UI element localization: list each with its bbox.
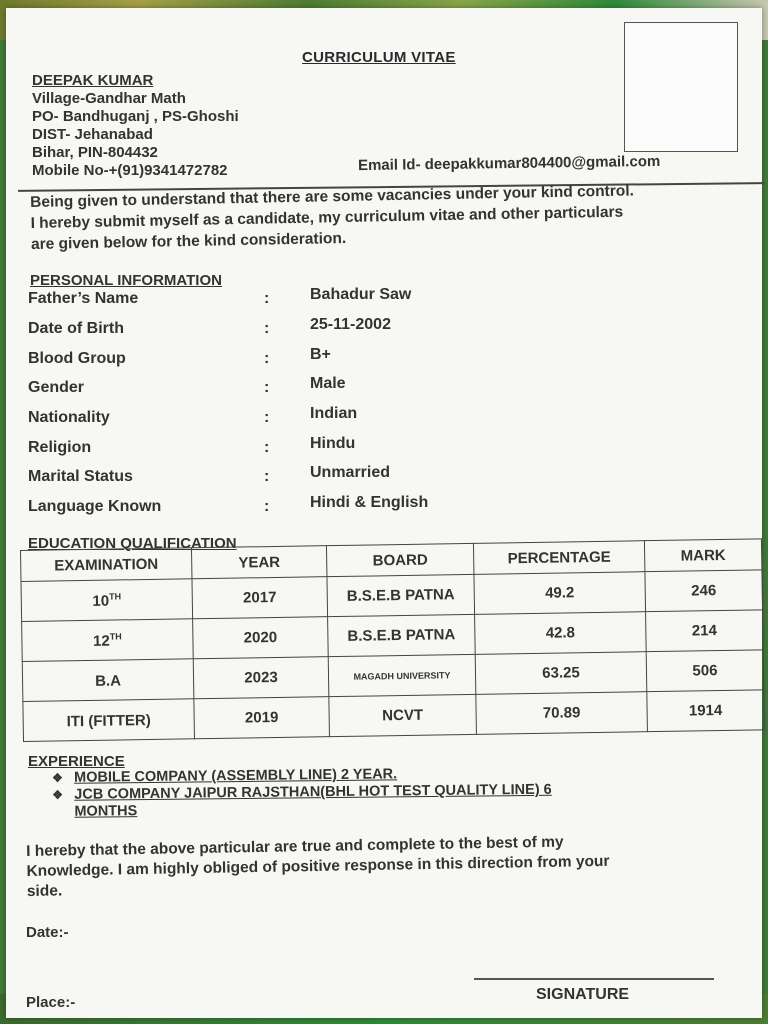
experience-text: JCB COMPANY JAIPUR RAJSTHAN(BHL HOT TEST QUALITY LINE) 6 [74, 781, 552, 803]
field-value: Unmarried [310, 464, 391, 481]
declaration-line: Knowledge. I am highly obliged of positive response in this direction from your [26, 852, 610, 880]
bullet-icon: ❖ [52, 770, 63, 785]
field-label: Language Known [28, 498, 162, 515]
personal-row [28, 286, 528, 314]
cv-paper [6, 8, 762, 1018]
field-value: Indian [310, 405, 358, 422]
address-line: PO- Bandhuganj , PS-Ghoshi [32, 108, 239, 125]
signature-label: SIGNATURE [536, 986, 630, 1003]
year-cell: 2020 [193, 617, 329, 659]
candidate-name: DEEPAK KUMAR [32, 72, 154, 89]
personal-row [28, 435, 528, 463]
percentage-cell: 42.8 [475, 612, 647, 655]
experience-text: MOBILE COMPANY (ASSEMBLY LINE) 2 YEAR. [73, 766, 398, 786]
declaration-paragraph [26, 832, 610, 902]
exam-cell: 10TH [21, 579, 193, 622]
field-value: Hindu [310, 435, 356, 452]
field-value: Male [310, 375, 346, 392]
percentage-cell: 70.89 [476, 692, 648, 735]
separator: : [264, 320, 270, 337]
education-heading: EDUCATION QUALIFICATION [28, 535, 237, 552]
field-label: Nationality [28, 409, 110, 426]
separator: : [264, 498, 270, 515]
field-value: Hindi & English [310, 494, 429, 511]
experience-heading: EXPERIENCE [28, 753, 125, 770]
address-line: Bihar, PIN-804432 [32, 144, 158, 161]
address-line: Village-Gandhar Math [32, 90, 186, 107]
mark-cell: 246 [645, 570, 763, 612]
mark-cell: 214 [646, 610, 764, 652]
personal-row [28, 346, 528, 374]
separator: : [264, 379, 270, 396]
board-cell: MAGADH UNIVERSITY [328, 654, 476, 696]
personal-row [28, 316, 528, 344]
percentage-cell: 49.2 [474, 572, 646, 615]
board-cell: B.S.E.B PATNA [327, 574, 475, 616]
experience-list [52, 765, 552, 821]
experience-text-continued: MONTHS [74, 803, 138, 820]
column-header: EXAMINATION [21, 548, 192, 582]
separator: : [264, 468, 270, 485]
list-item [52, 782, 552, 821]
intro-line: I hereby submit myself as a candidate, my curriculum vitae and other particulars [30, 203, 624, 232]
field-value: 25-11-2002 [310, 316, 391, 333]
board-cell: B.S.E.B PATNA [328, 614, 476, 656]
column-header: BOARD [326, 543, 473, 576]
personal-row [28, 494, 528, 522]
separator: : [264, 439, 270, 456]
year-cell: 2023 [193, 657, 329, 699]
personal-info-heading: PERSONAL INFORMATION [30, 272, 222, 289]
column-header: PERCENTAGE [473, 541, 644, 575]
board-cell: NCVT [329, 694, 477, 736]
exam-cell: B.A [22, 659, 194, 702]
separator: : [264, 350, 270, 367]
email-address: Email Id- deepakkumar804400@gmail.com [357, 152, 661, 175]
mobile-number: Mobile No-+(91)9341472782 [32, 162, 228, 179]
date-label: Date:- [26, 924, 69, 941]
exam-cell: 12TH [22, 619, 194, 662]
bullet-icon: ❖ [52, 787, 64, 802]
mark-cell: 506 [646, 650, 764, 692]
field-label: Date of Birth [28, 320, 124, 337]
contact-block [32, 72, 239, 180]
year-cell: 2017 [192, 577, 328, 619]
column-header: MARK [644, 539, 761, 572]
intro-line: Being given to understand that there are some vacancies under your kind control. [30, 182, 635, 211]
field-label: Blood Group [28, 350, 126, 367]
intro-line: are given below for the kind consideration. [30, 229, 347, 253]
field-label: Gender [28, 379, 85, 396]
photo-box [624, 22, 738, 152]
intro-paragraph [30, 180, 635, 255]
field-label: Marital Status [28, 468, 133, 485]
address-line: DIST- Jehanabad [32, 126, 153, 143]
field-label: Father’s Name [28, 290, 139, 307]
year-cell: 2019 [194, 697, 330, 739]
field-value: B+ [310, 346, 331, 363]
declaration-line: I hereby that the above particular are true and complete to the best of my [26, 833, 564, 860]
personal-row [28, 405, 528, 433]
exam-cell: ITI (FITTER) [23, 699, 195, 742]
personal-row [28, 375, 528, 403]
personal-row [28, 464, 528, 492]
declaration-line: side. [26, 882, 63, 900]
field-value: Bahadur Saw [310, 286, 412, 303]
education-table [20, 538, 765, 742]
separator: : [264, 409, 270, 426]
mark-cell: 1914 [647, 690, 765, 732]
field-label: Religion [28, 439, 92, 456]
document-title: CURRICULUM VITAE [302, 49, 456, 66]
percentage-cell: 63.25 [475, 652, 647, 695]
signature-line [474, 978, 714, 980]
separator: : [264, 290, 270, 307]
column-header: YEAR [191, 546, 326, 579]
place-label: Place:- [26, 994, 76, 1011]
